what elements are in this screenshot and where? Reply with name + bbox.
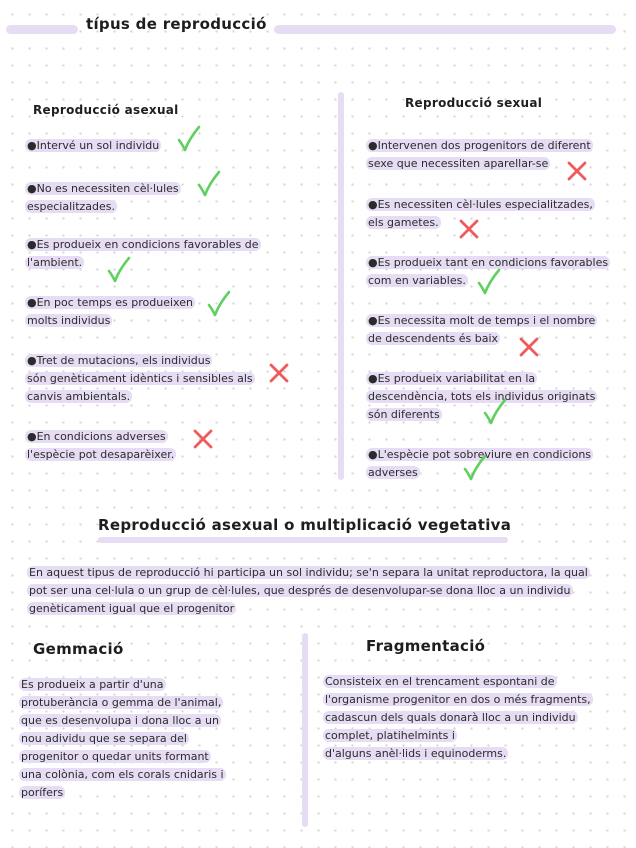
check-icon bbox=[462, 454, 488, 486]
gemmacio-line: Es produeix a partir d'una bbox=[21, 678, 164, 691]
fragmentacio-heading: Fragmentació bbox=[366, 637, 486, 655]
check-icon bbox=[176, 125, 202, 157]
sexual-item-line: com en variables. bbox=[368, 274, 466, 287]
cross-icon bbox=[458, 218, 480, 244]
fragmentacio-line: Consisteix en el trencament espontani de bbox=[325, 675, 555, 688]
asexual-item-line: ●No es necessiten cèl·lules bbox=[27, 182, 179, 195]
sexual-item-line: ●Intervenen dos progenitors de diferent bbox=[368, 139, 591, 152]
asexual-item-line: molts individus bbox=[27, 314, 111, 327]
gemmacio-heading: Gemmació bbox=[33, 640, 124, 658]
vegetative-heading: Reproducció asexual o multiplicació vegetativa bbox=[98, 516, 512, 534]
sexual-item-line: ●Es necessiten cèl·lules especialitzades, bbox=[368, 198, 593, 211]
check-icon bbox=[482, 398, 508, 430]
sexual-item-line: ●Es necessita molt de temps i el nombre bbox=[368, 314, 596, 327]
vegetative-paragraph bbox=[27, 564, 627, 618]
cross-icon bbox=[268, 362, 290, 388]
sexual-item-line: sexe que necessiten aparellar-se bbox=[368, 157, 549, 170]
gemmacio-line: progenitor o quedar units formant bbox=[21, 750, 209, 763]
gemmacio-line: protuberància o gemma de l'animal, bbox=[21, 696, 222, 709]
sexual-item-line: ●Es produeix variabilitat en la bbox=[368, 372, 536, 385]
sexual-item bbox=[366, 312, 597, 348]
title-bar-right bbox=[274, 25, 616, 34]
asexual-item bbox=[25, 352, 255, 406]
gemmacio-line: una colònia, com els corals cnidaris i bbox=[21, 768, 224, 781]
cross-icon bbox=[192, 428, 214, 454]
check-icon bbox=[476, 268, 502, 300]
vegetative-line: pot ser una cel·lula o un grup de cèl·lules, que després de desenvolupar-se dona lloc a un individu bbox=[29, 584, 571, 597]
gemmacio-line: nou adividu que se separa del bbox=[21, 732, 187, 745]
page-title: típus de reproducció bbox=[86, 15, 267, 33]
fragmentacio-line: complet, platihelmints i bbox=[325, 729, 455, 742]
sexual-item-line: són diferents bbox=[368, 408, 440, 421]
asexual-item-line: ●Es produeix en condicions favorables de bbox=[27, 238, 259, 251]
asexual-item-line: l'espècie pot desaparèixer. bbox=[27, 448, 175, 461]
sexual-item-line: descendència, tots els individus originats bbox=[368, 390, 596, 403]
sexual-item-line: els gametes. bbox=[368, 216, 439, 229]
bottom-divider bbox=[302, 633, 308, 827]
asexual-item-line: ●Tret de mutacions, els individus bbox=[27, 354, 211, 367]
vegetative-line: En aquest tipus de reproducció hi participa un sol individu; se'n separa la unitat reproductora, la qual bbox=[29, 566, 588, 579]
fragmentacio-line: d'alguns anèl·lids i equinoderms. bbox=[325, 747, 507, 760]
sexual-item bbox=[366, 196, 595, 232]
asexual-item-line: ●En poc temps es produeixen bbox=[27, 296, 193, 309]
asexual-item-line: especialitzades. bbox=[27, 200, 116, 213]
asexual-item bbox=[25, 428, 176, 464]
asexual-item bbox=[25, 236, 261, 272]
asexual-item-line: són genèticament idèntics i sensibles als bbox=[27, 372, 253, 385]
sexual-item-line: adverses bbox=[368, 466, 418, 479]
asexual-item bbox=[25, 294, 195, 330]
sexual-item-line: ●L'espècie pot sobreviure en condicions bbox=[368, 448, 592, 461]
fragmentacio-line: l'organisme progenitor en dos o més fragments, bbox=[325, 693, 591, 706]
sexual-item-line: de descendents és baix bbox=[368, 332, 499, 345]
gemmacio-line: porífers bbox=[21, 786, 64, 799]
asexual-item-line: ●Intervé un sol individu bbox=[27, 139, 160, 152]
check-icon bbox=[106, 256, 132, 288]
asexual-item bbox=[25, 180, 181, 216]
title-bar-left bbox=[6, 25, 78, 34]
check-icon bbox=[196, 170, 222, 202]
sexual-item bbox=[366, 137, 593, 173]
sexual-item-line: ●Es produeix tant en condicions favorables bbox=[368, 256, 609, 269]
asexual-item bbox=[25, 137, 161, 155]
fragmentacio-paragraph bbox=[323, 673, 633, 763]
cross-icon bbox=[518, 336, 540, 362]
sexual-heading: Reproducció sexual bbox=[405, 96, 543, 110]
asexual-heading: Reproducció asexual bbox=[33, 103, 179, 117]
vegetative-underline bbox=[98, 537, 508, 543]
column-divider bbox=[338, 92, 344, 480]
check-icon bbox=[206, 290, 232, 322]
asexual-item-line: canvis ambientals. bbox=[27, 390, 131, 403]
cross-icon bbox=[566, 160, 588, 186]
asexual-item-line: l'ambient. bbox=[27, 256, 83, 269]
gemmacio-line: que es desenvolupa i dona lloc a un bbox=[21, 714, 219, 727]
gemmacio-paragraph bbox=[19, 676, 289, 802]
fragmentacio-line: cadascun dels quals donarà lloc a un individu bbox=[325, 711, 576, 724]
asexual-item-line: ●En condicions adverses bbox=[27, 430, 166, 443]
vegetative-line: genèticament igual que el progenitor bbox=[29, 602, 235, 615]
